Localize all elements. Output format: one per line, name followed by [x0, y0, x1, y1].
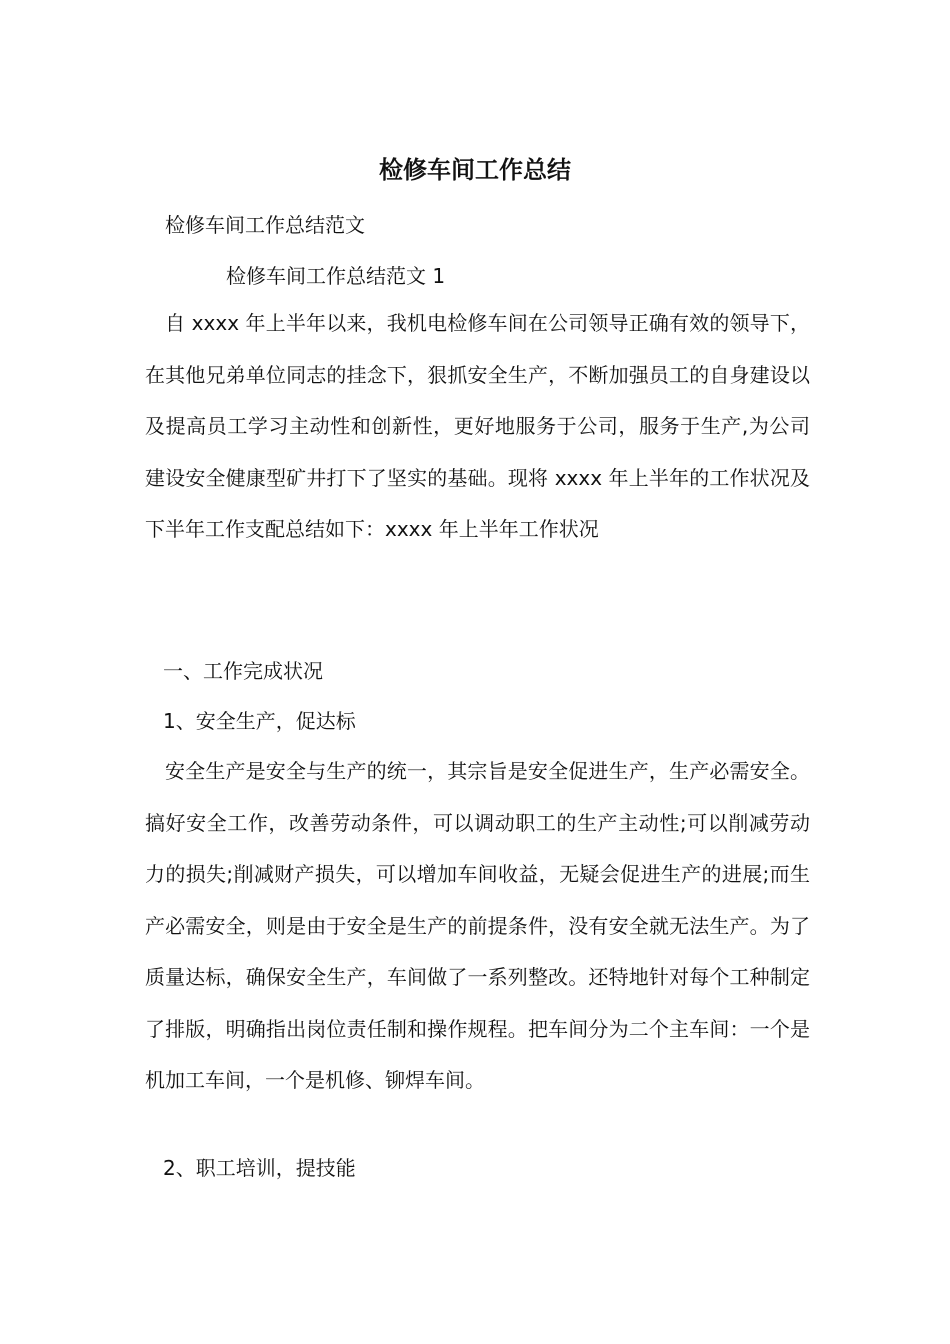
paragraph-intro: 自 xxxx 年上半年以来，我机电检修车间在公司领导正确有效的领导下，在其他兄弟单位同志的挂念下，狠抓安全生产，不断加强员工的自身建设以及提高员工学习主动性和创新性，更好地服务于公司，服务于生产,为公司建设安全健康型矿井打下了坚实的基础。现将 xxxx 年上半年的工作状况及下半年工作支配总结如下：xxxx 年上半年工作状况: [145, 311, 810, 541]
document-subtitle-2: 检修车间工作总结范文 1: [226, 264, 446, 288]
item-heading-training: 2、职工培训，提技能: [163, 1156, 356, 1180]
document-subtitle: 检修车间工作总结范文: [165, 213, 365, 237]
paragraph-safety: 安全生产是安全与生产的统一，其宗旨是安全促进生产，生产必需安全。搞好安全工作，改善劳动条件，可以调动职工的生产主动性;可以削减劳动力的损失;削减财产损失，可以增加车间收益，无疑会促进生产的进展;而生产必需安全，则是由于安全是生产的前提条件，没有安全就无法生产。为了质量达标，确保安全生产，车间做了一系列整改。还特地针对每个工种制定了排版，明确指出岗位责任制和操作规程。把车间分为二个主车间：一个是机加工车间，一个是机修、铆焊车间。: [145, 759, 810, 1092]
item-heading-safety: 1、安全生产，促达标: [163, 709, 356, 733]
section-heading: 一、工作完成状况: [163, 659, 323, 683]
document-title: 检修车间工作总结: [379, 156, 571, 184]
